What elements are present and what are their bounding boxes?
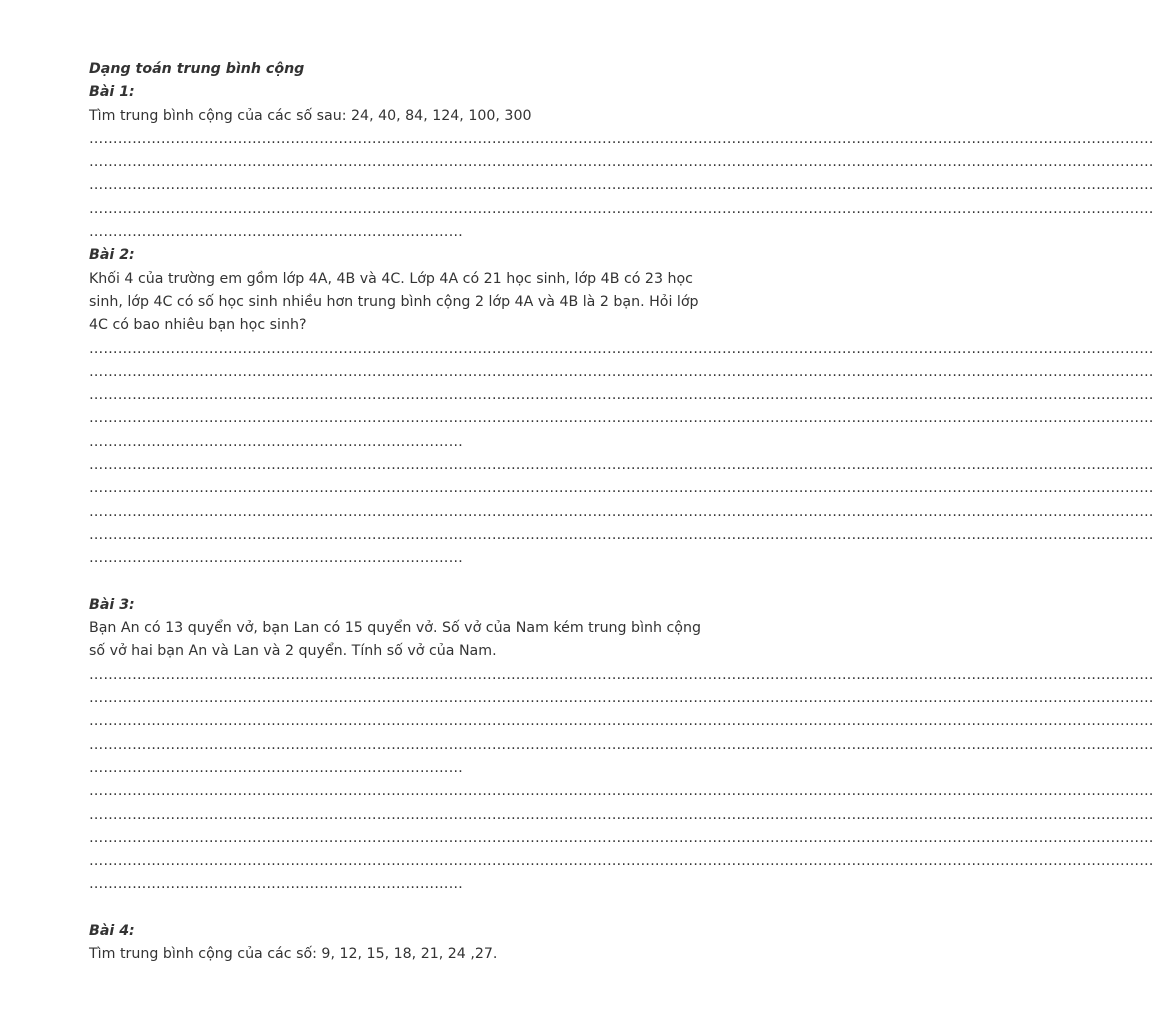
spacer (89, 571, 712, 594)
answer-line: …………………………………………………………………………………………………………………………………………………………………………………………………… (89, 480, 1154, 497)
answer-line: …………………………………………………………………………………………………………………………………………………………………………………………………… (89, 853, 1154, 870)
problem-1-text: Tìm trung bình cộng của các số sau: 24, 40, 84, 124, 100, 300 (89, 107, 532, 124)
answer-line: …………………………………………………………………………………………………………………………………………………………………………………………………… (89, 363, 1154, 380)
answer-line: …………………………………………………………………………………………………………………………………………………………………………………………………… (89, 387, 1154, 404)
problem-3-heading: Bài 3: (89, 596, 135, 613)
problem-3-text: Bạn An có 13 quyển vở, bạn Lan có 15 quyển vở. Số vở của Nam kém trung bình cộng số vở hai bạn An và Lan và 2 quyển. Tính số vở của Nam. (89, 620, 701, 660)
answer-line-short: …………………………………………………………………… (89, 876, 464, 893)
problem-4-heading: Bài 4: (89, 922, 135, 939)
answer-line-short: …………………………………………………………………… (89, 550, 464, 567)
answer-line: …………………………………………………………………………………………………………………………………………………………………………………………………… (89, 410, 1154, 427)
answer-line: …………………………………………………………………………………………………………………………………………………………………………………………………… (89, 690, 1154, 707)
answer-line: …………………………………………………………………………………………………………………………………………………………………………………………………… (89, 200, 1154, 217)
answer-line: …………………………………………………………………………………………………………………………………………………………………………………………………… (89, 666, 1154, 683)
problem-1-heading: Bài 1: (89, 84, 135, 101)
answer-line: …………………………………………………………………………………………………………………………………………………………………………………………………… (89, 806, 1154, 823)
answer-line: …………………………………………………………………………………………………………………………………………………………………………………………………… (89, 783, 1154, 800)
answer-line-short: …………………………………………………………………… (89, 224, 464, 241)
answer-line: …………………………………………………………………………………………………………………………………………………………………………………………………… (89, 154, 1154, 171)
answer-line: …………………………………………………………………………………………………………………………………………………………………………………………………… (89, 130, 1154, 147)
answer-line: …………………………………………………………………………………………………………………………………………………………………………………………………… (89, 713, 1154, 730)
problem-4-text: Tìm trung bình cộng của các số: 9, 12, 15, 18, 21, 24 ,27. (89, 946, 498, 963)
answer-line-short: …………………………………………………………………… (89, 759, 464, 776)
answer-line: …………………………………………………………………………………………………………………………………………………………………………………………………… (89, 340, 1154, 357)
answer-line: …………………………………………………………………………………………………………………………………………………………………………………………………… (89, 829, 1154, 846)
document-title: Dạng toán trung bình cộng (89, 61, 305, 77)
spacer (89, 897, 712, 920)
answer-line: …………………………………………………………………………………………………………………………………………………………………………………………………… (89, 526, 1154, 543)
answer-line: …………………………………………………………………………………………………………………………………………………………………………………………………… (89, 736, 1154, 753)
answer-line: …………………………………………………………………………………………………………………………………………………………………………………………………… (89, 457, 1154, 474)
problem-2-heading: Bài 2: (89, 247, 135, 264)
answer-line: …………………………………………………………………………………………………………………………………………………………………………………………………… (89, 503, 1154, 520)
answer-line: …………………………………………………………………………………………………………………………………………………………………………………………………… (89, 177, 1154, 194)
answer-line-short: …………………………………………………………………… (89, 433, 464, 450)
problem-2-text: Khối 4 của trường em gồm lớp 4A, 4B và 4C. Lớp 4A có 21 học sinh, lớp 4B có 23 học sinh, lớp 4C có số học sinh nhiều hơn trung bình cộng 2 lớp 4A và 4B là 2 bạn. Hỏi lớp 4C có bao nhiêu bạn học sinh? (89, 270, 699, 334)
